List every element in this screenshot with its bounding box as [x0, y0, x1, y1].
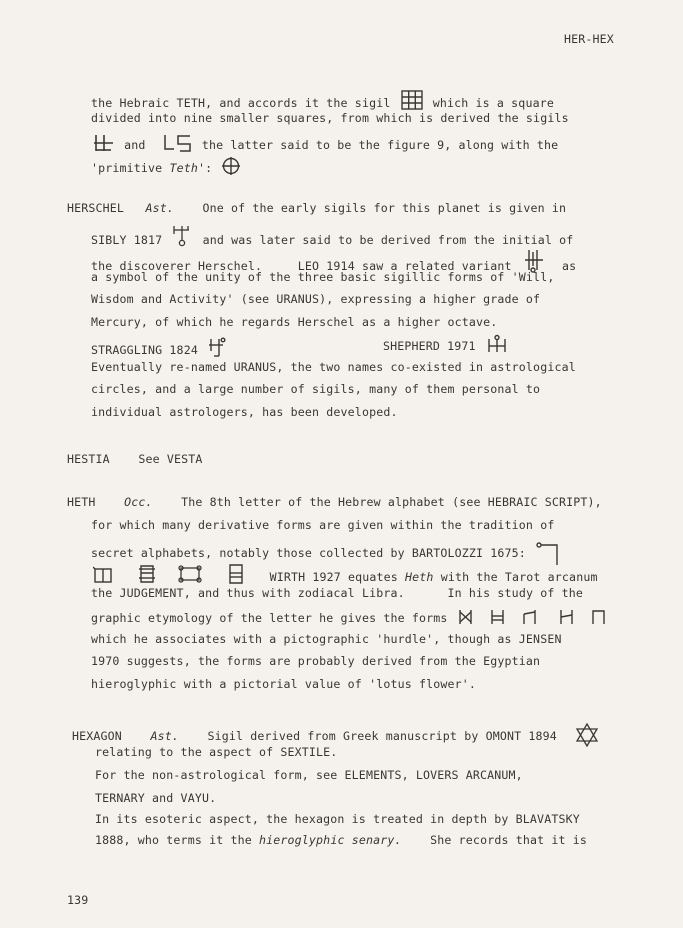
headword: HEXAGON — [72, 729, 122, 743]
text: The 8th letter of the Hebrew alphabet (see HEBRAIC SCRIPT), — [181, 495, 602, 509]
teth-sigil-icon — [93, 133, 115, 153]
text: and was later said to be derived from the initial of — [202, 233, 574, 247]
text: with the Tarot arcanum — [440, 570, 598, 584]
herschel-line-9: circles, and a large number of sigils, many of them personal to — [91, 382, 541, 396]
hexagon-line-5: In its esoteric aspect, the hexagon is treated in depth by BLAVATSKY — [95, 812, 580, 826]
heth-line-5 — [91, 586, 583, 600]
page-number: 139 — [67, 893, 89, 907]
text: the Hebraic TETH, and accords it the sigil — [91, 96, 391, 110]
reference: SHEPHERD 1971 — [383, 339, 476, 353]
heth-wirth-form-icon — [457, 608, 475, 626]
headword: HESTIA — [67, 452, 110, 466]
text: as — [561, 259, 577, 273]
text: 'primitive — [91, 161, 163, 175]
teth-line-4 — [91, 156, 243, 176]
herschel-line-7-right — [383, 334, 511, 354]
heth-wirth-form-icon — [558, 608, 576, 626]
herschel-sigil-sibly-icon — [171, 224, 193, 248]
abbreviation: Occ. — [124, 495, 153, 509]
herschel-sigil-shepherd-icon — [485, 334, 509, 354]
heth-line-2: for which many derivative forms are given within the tradition of — [91, 518, 555, 532]
heth-line-7: which he associates with a pictographic 'hurdle', though as JENSEN — [91, 632, 562, 646]
term-italic: Teth — [169, 161, 198, 175]
text: and — [124, 138, 146, 152]
term-italic: hieroglyphic senary. — [259, 833, 402, 847]
heth-line-6 — [91, 608, 610, 626]
herschel-line-5: Wisdom and Activity' (see URANUS), expressing a higher grade of — [91, 292, 541, 306]
heth-line-9: hieroglyphic with a pictorial value of 'lotus flower'. — [91, 677, 477, 691]
text: graphic etymology of the letter he gives the forms — [91, 611, 448, 625]
hexagon-line-4: TERNARY and VAYU. — [95, 791, 217, 805]
teth-line-2: divided into nine smaller squares, from which is derived the sigils — [91, 111, 569, 125]
reference: STRAGGLING 1824 — [91, 343, 198, 357]
teth-line-1 — [91, 89, 554, 111]
text: which is a square — [432, 96, 554, 110]
heth-wirth-form-icon — [590, 608, 608, 626]
text: In his study of the — [447, 586, 583, 600]
herschel-line-2 — [91, 224, 573, 248]
abbreviation: Ast. — [145, 201, 174, 215]
term-italic: Heth — [405, 570, 434, 584]
herschel-line-8: Eventually re-named URANUS, the two names co-existed in astrological — [91, 360, 576, 374]
teth-line-3 — [91, 133, 558, 153]
figure-nine-sigil-icon — [163, 133, 193, 153]
text: One of the early sigils for this planet is given in — [202, 201, 567, 215]
heth-line-8: 1970 suggests, the forms are probably derived from the Egyptian — [91, 654, 541, 668]
hexagram-icon — [574, 722, 600, 748]
herschel-sigil-straggling-icon — [207, 336, 227, 358]
text: the JUDGEMENT, and thus with zodiacal Libra. — [91, 586, 405, 600]
herschel-line-6: Mercury, of which he regards Herschel as a higher octave. — [91, 315, 498, 329]
heth-line-1 — [67, 495, 602, 509]
herschel-line-7 — [91, 336, 229, 358]
herschel-line-1 — [67, 201, 566, 215]
hestia-entry — [67, 452, 202, 466]
text: LEO 1914 saw a related variant — [297, 259, 512, 273]
heth-wirth-form-icon — [489, 608, 507, 626]
primitive-teth-icon — [221, 156, 241, 176]
text: She records that it is — [430, 833, 588, 847]
herschel-line-10: individual astrologers, has been developed. — [91, 405, 398, 419]
text: 1888, who terms it the — [95, 833, 252, 847]
heth-bartolozzi-sigil-icon — [138, 563, 158, 585]
running-head: HER-HEX — [564, 32, 614, 46]
text: ': — [197, 161, 213, 175]
headword: HETH — [67, 495, 96, 509]
heth-line-4 — [91, 563, 598, 585]
heth-wirth-form-icon — [521, 608, 539, 626]
text: Sigil derived from Greek manuscript by OMONT 1894 — [207, 729, 557, 743]
heth-bartolozzi-sigil-icon — [177, 563, 205, 585]
reference: SIBLY 1817 — [91, 233, 163, 247]
heth-bartolozzi-sigil-icon — [93, 565, 115, 585]
heth-bartolozzi-sigil-icon — [226, 563, 246, 585]
cross-reference: See VESTA — [138, 452, 203, 466]
text: secret alphabets, notably those collected by BARTOLOZZI 1675: — [91, 546, 526, 560]
hexagon-line-3: For the non-astrological form, see ELEMENTS, LOVERS ARCANUM, — [95, 768, 523, 782]
hexagon-line-2: relating to the aspect of SEXTILE. — [95, 745, 338, 759]
text: WIRTH 1927 equates — [269, 570, 398, 584]
herschel-line-4: a symbol of the unity of the three basic sigillic forms of 'Will, — [91, 270, 555, 284]
hexagon-line-6 — [95, 833, 587, 847]
text: the discoverer Herschel. — [91, 259, 263, 273]
abbreviation: Ast. — [150, 729, 179, 743]
text: the latter said to be the figure 9, along with the — [201, 138, 559, 152]
headword: HERSCHEL — [67, 201, 125, 215]
nine-square-grid-icon — [400, 89, 424, 111]
